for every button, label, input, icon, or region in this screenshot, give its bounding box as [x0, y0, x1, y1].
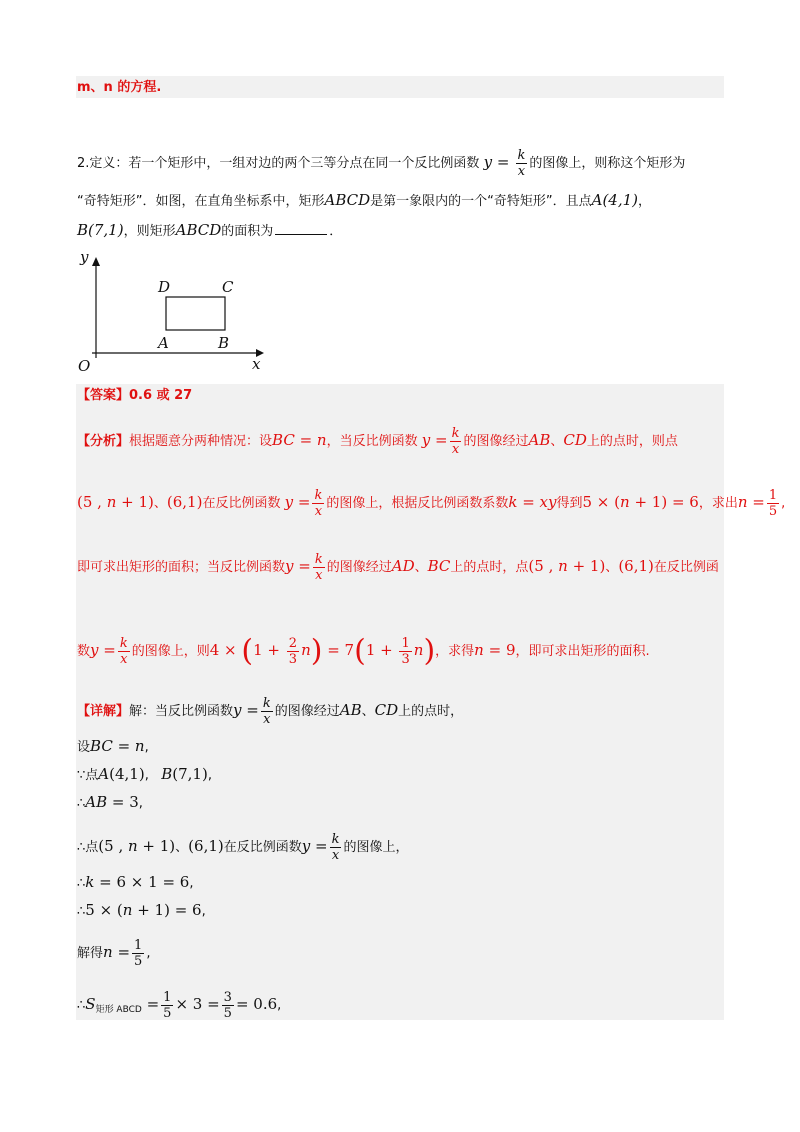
detail-line-1: 【详解】解：当反比例函数y = $\frac{k}{x}$ 的图像经过AB、CD上的点时，: [77, 696, 464, 727]
fraction-k-over-x: $\frac{k}{x}$: [517, 148, 526, 179]
fraction-2-3: $\frac{2}{3}$: [288, 636, 298, 667]
fraction-1-5: $\frac{1}{5}$: [768, 488, 778, 519]
fraction-k-over-x: $\frac{k}{x}$: [331, 832, 340, 863]
label-y: y: [80, 248, 89, 266]
fraction-k-over-x: $\frac{k}{x}$: [451, 426, 460, 457]
label-a: A: [158, 334, 169, 352]
problem-line-2: “奇特矩形”．如图，在直角坐标系中，矩形ABCD是第一象限内的一个“奇特矩形”．且点A(4,1)，: [77, 191, 652, 209]
top-text: m、n 的方程.: [77, 80, 162, 95]
problem-line-3: B(7,1)，则矩形ABCD的面积为 ．: [77, 221, 343, 239]
detail-line-3: ∵点A(4,1), B(7,1),: [77, 765, 212, 783]
label-o: O: [78, 357, 91, 375]
detail-line-7: ∴5 × (n + 1) = 6,: [77, 901, 206, 919]
detail-line-4: ∴AB = 3,: [77, 793, 143, 811]
fraction-k-over-x: $\frac{k}{x}$: [119, 636, 128, 667]
fraction-3-5: $\frac{3}{5}$: [223, 990, 232, 1021]
label-c: C: [222, 278, 234, 296]
detail-line-5: ∴点(5 , n + 1)、(6,1)在反比例函数y = $\frac{k}{x}$ 的图像上，: [77, 832, 409, 863]
analysis-line-1: 【分析】根据题意分两种情况：设BC = n，当反比例函数 y = $\frac{k}{x}$ 的图像经过AB、CD上的点时，则点: [77, 426, 678, 457]
answer-blank: [275, 234, 327, 235]
fraction-k-over-x: $\frac{k}{x}$: [262, 696, 271, 727]
analysis-line-4: 数y = $\frac{k}{x}$ 的图像上，则4 × (1 + $\frac{2}{3}$ n) = 7(1 + $\frac{1}{3}$ n)，求得n = 9，即可求出矩形的面积.: [77, 633, 650, 669]
fraction-1-5: $\frac{1}{5}$: [163, 990, 172, 1021]
rectangle-abcd: [166, 297, 225, 330]
analysis-line-2: (5 , n + 1)、(6,1)在反比例函数 y = $\frac{k}{x}$ 的图像上，根据反比例函数系数k = xy得到5 × (n + 1) = 6，求出n = $\frac{1}{5}$ ,: [77, 488, 786, 519]
answer-line: 【答案】0.6 或 27: [77, 388, 193, 403]
problem-line-1: 2.定义：若一个矩形中，一组对边的两个三等分点在同一个反比例函数 y = $\frac{k}{x}$ 的图像上，则称这个矩形为: [77, 148, 686, 179]
top-band: [76, 76, 724, 98]
fraction-k-over-x: $\frac{k}{x}$: [314, 488, 323, 519]
label-d: D: [158, 278, 171, 296]
fraction-1-5: $\frac{1}{5}$: [134, 938, 143, 969]
label-b: B: [218, 334, 230, 352]
detail-line-8: 解得n = $\frac{1}{5}$ ,: [77, 938, 151, 969]
detail-line-9: $\therefore S_{矩形 ABCD}$ = $\frac{1}{5}$ × 3 = $\frac{3}{5}$ = 0.6,: [77, 990, 282, 1021]
detail-line-2: 设BC = n,: [77, 737, 149, 755]
y-axis-arrow-icon: [92, 257, 100, 266]
detail-line-6: ∴k = 6 × 1 = 6,: [77, 873, 194, 891]
fraction-1-3: $\frac{1}{3}$: [401, 636, 410, 667]
analysis-line-3: 即可求出矩形的面积；当反比例函数y = $\frac{k}{x}$ 的图像经过AD、BC上的点时，点(5 , n + 1)、(6,1)在反比例函: [77, 552, 719, 583]
coordinate-figure: [74, 248, 274, 378]
fraction-k-over-x: $\frac{k}{x}$: [314, 552, 323, 583]
label-x: x: [252, 355, 261, 373]
